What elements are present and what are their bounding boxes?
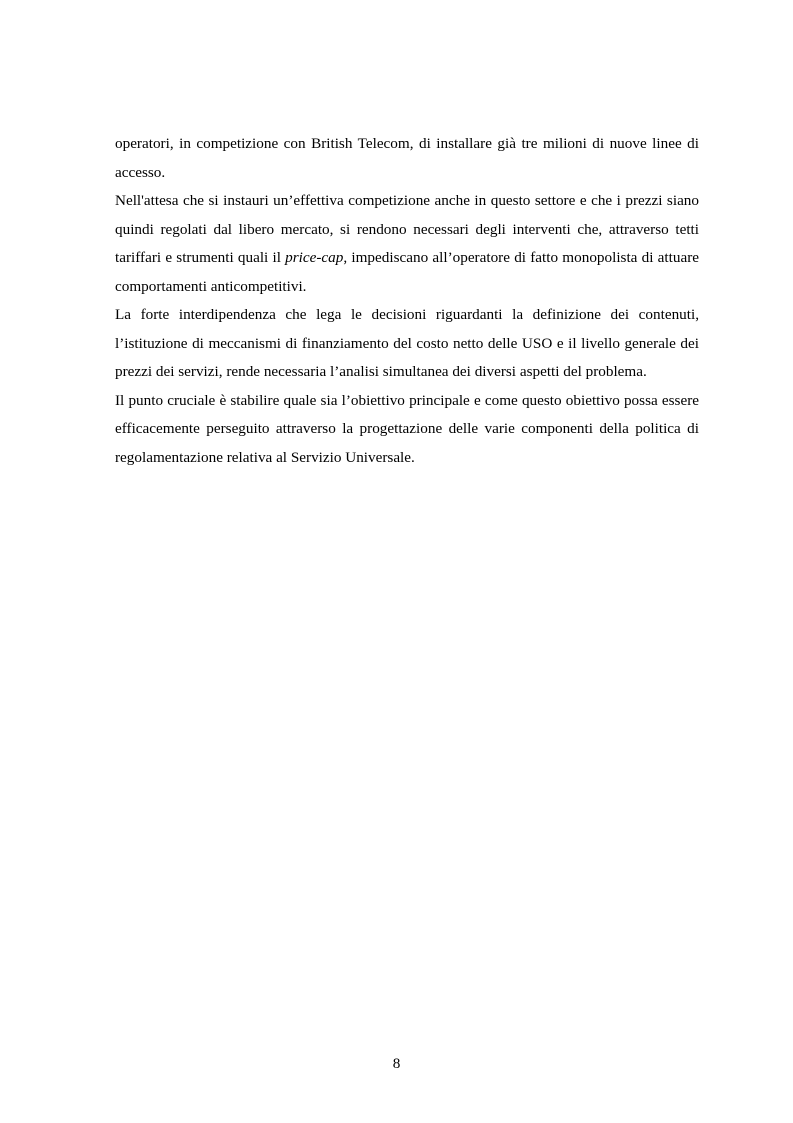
paragraph-text: La forte interdipendenza che lega le decisioni riguardanti la definizione dei contenuti, l’istituzione di meccanismi di finanziamento del costo netto delle USO e il livello generale dei prezzi dei servizi, rende necessaria l’analisi simultanea dei diversi aspetti del problema. <box>115 306 699 380</box>
paragraph-text: operatori, in competizione con British Telecom, di installare già tre milioni di nuove linee di accesso. <box>115 135 699 181</box>
page-number: 8 <box>392 1055 401 1072</box>
paragraph-text: Il punto cruciale è stabilire quale sia l’obiettivo principale e come questo obiettivo possa essere efficacemente perseguito attraverso la progettazione delle varie componenti della politica di regolamentazione relativa al Servizio Universale. <box>115 391 699 466</box>
paragraph-text: Nell'attesa che si instauri un’effettiva competizione anche in questo settore e che i prezzi siano quindi regolati dal libero mercato, si rendono necessari degli interventi che, attraverso tetti tariffari e strumenti quali il <box>115 192 699 266</box>
paragraph <box>115 187 699 301</box>
paragraph-text: , impediscano all’operatore di fatto monopolista di attuare comportamenti anticompetitivi. <box>115 249 699 295</box>
italic-term: price-cap <box>285 249 344 266</box>
paragraph <box>115 301 699 387</box>
paragraph <box>115 387 699 473</box>
paragraph <box>115 130 699 187</box>
page-body <box>115 130 699 472</box>
